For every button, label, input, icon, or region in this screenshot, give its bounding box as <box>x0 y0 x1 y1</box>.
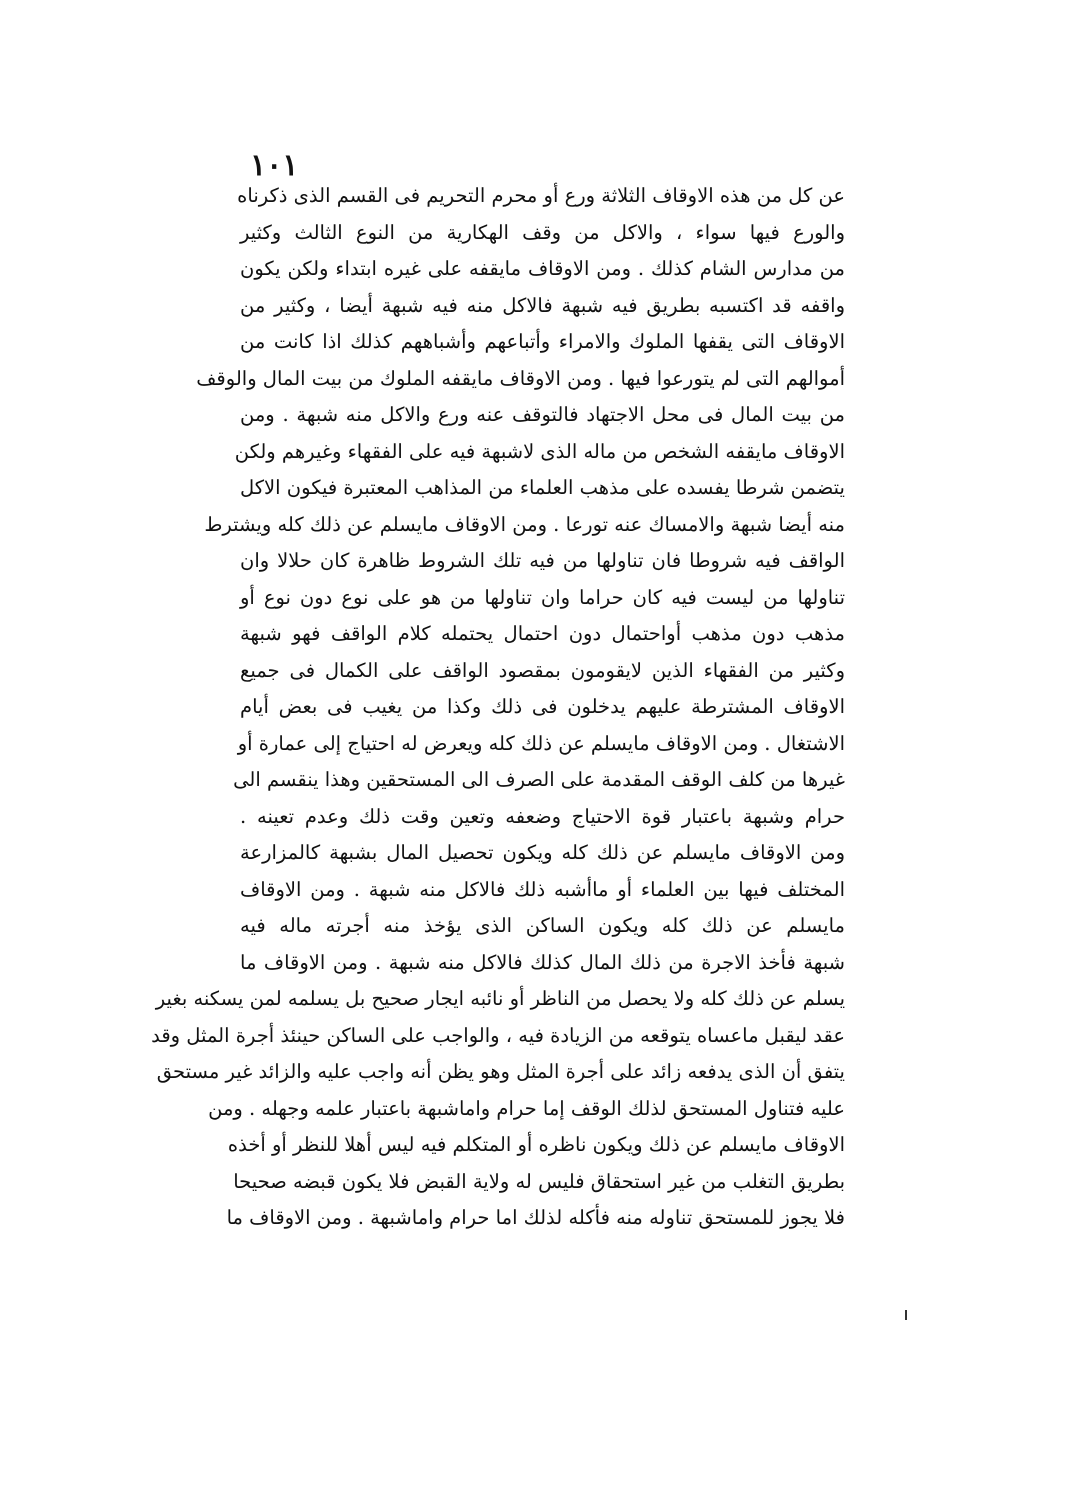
text-line: فلا يجوز للمستحق تناوله منه فأكله لذلك اما حرام واماشبهة . ومن الاوقاف ما <box>226 1206 845 1229</box>
text-line: عليه فتناول المستحق لذلك الوقف إما حرام واماشبهة باعتبار علمه وجهله . ومن <box>208 1096 845 1120</box>
text-line: الاوقاف مايقفه الشخص من ماله الذى لاشبهة فيه على الفقهاء وغيرهم ولكن <box>234 439 845 463</box>
text-line: حرام وشبهة باعتبار قوة الاحتياج وضعفه وتعين وقت ذلك وعدم تعينه . <box>240 804 845 828</box>
text-line: يسلم عن ذلك كله ولا يحصل من الناظر أو نائبه ايجار صحيح بل يسلمه لمن يسكنه بغير <box>155 987 845 1010</box>
text-line: تناولها من ليست فيه كان حراما وان تناولها من هو على نوع دون نوع أو <box>240 585 845 609</box>
text-line: منه أيضا شبهة والامساك عنه تورعا . ومن الاوقاف مايسلم عن ذلك كله ويشترط <box>204 512 845 536</box>
text-line: الواقف فيه شروطا فان تناولها من فيه تلك الشروط ظاهرة كان حلالا وان <box>240 549 845 572</box>
text-line: عقد ليقبل ماعساه يتوقعه من الزيادة فيه ، والواجب على الساكن حينئذ أجرة المثل وقد <box>151 1023 845 1047</box>
text-line: والورع فيها سواء ، والاكل من وقف الهكارية من النوع الثالث وكثير <box>240 220 845 244</box>
text-line: عن كل من هذه الاوقاف الثلاثة ورع أو محرم التحريم فى القسم الذى ذكرناه <box>237 184 845 207</box>
text-line: يتضمن شرطا يفسده على مذهب العلماء من المذاهب المعتبرة فيكون الاكل <box>240 476 845 499</box>
text-line: شبهة فأخذ الاجرة من ذلك المال كذلك فالاكل منه شبهة . ومن الاوقاف ما <box>240 950 845 974</box>
text-line: ومن الاوقاف مايسلم عن ذلك كله ويكون تحصيل المال بشبهة كالمزارعة <box>240 841 845 864</box>
text-line: من مدارس الشام كذلك . ومن الاوقاف مايقفه على غيره ابتداء ولكن يكون <box>240 257 845 280</box>
text-line: مذهب دون مذهب أواحتمال دون احتمال يحتمله كلام الواقف فهو شبهة <box>240 622 845 645</box>
text-line: بطريق التغلب من غير استحقاق فليس له ولاية القبض فلا يكون قبضه صحيحا <box>233 1169 845 1193</box>
text-line: الاوقاف مايسلم عن ذلك ويكون ناظره أو المتكلم فيه ليس أهلا للنظر أو أخذه <box>227 1133 845 1156</box>
text-line: الاوقاف التى يقفها الملوك والامراء وأتباعهم وأشباههم كذلك اذا كانت من <box>240 330 845 353</box>
text-line: يتفق أن الذى يدفعه زائد على أجرة المثل وهو يظن أنه واجب عليه والزائد غير مستحق <box>156 1060 845 1083</box>
text-line: من بيت المال فى محل الاجتهاد فالتوقف عنه ورع والاكل منه شبهة . ومن <box>240 403 845 426</box>
text-line: أموالهم التى لم يتورعوا فيها . ومن الاوقاف مايقفه الملوك من بيت المال والوقف <box>196 366 845 390</box>
body-text <box>151 178 845 1237</box>
text-line: مايسلم عن ذلك كله ويكون الساكن الذى يؤخذ منه أجرته ماله فيه <box>240 914 845 937</box>
page-number: ١٠١ <box>250 148 299 183</box>
text-line: غيرها من كلف الوقف المقدمة على الصرف الى المستحقين وهذا ينقسم الى <box>233 768 845 791</box>
text-line: الاشتغال . ومن الاوقاف مايسلم عن ذلك كله ويعرض له احتياج إلى عمارة أو <box>237 731 845 755</box>
text-line: الاوقاف المشترطة عليهم يدخلون فى ذلك وكذا من يغيب فى بعض أيام <box>240 695 845 718</box>
margin-mark <box>905 1310 907 1320</box>
text-line: المختلف فيها بين العلماء أو ماأشبه ذلك فالاكل منه شبهة . ومن الاوقاف <box>240 877 845 901</box>
text-line: واقفه قد اكتسبه بطريق فيه شبهة فالاكل منه فيه شبهة أيضا ، وكثير من <box>240 293 845 317</box>
text-line: وكثير من الفقهاء الذين لايقومون بمقصود الواقف على الكمال فى جميع <box>240 658 845 682</box>
